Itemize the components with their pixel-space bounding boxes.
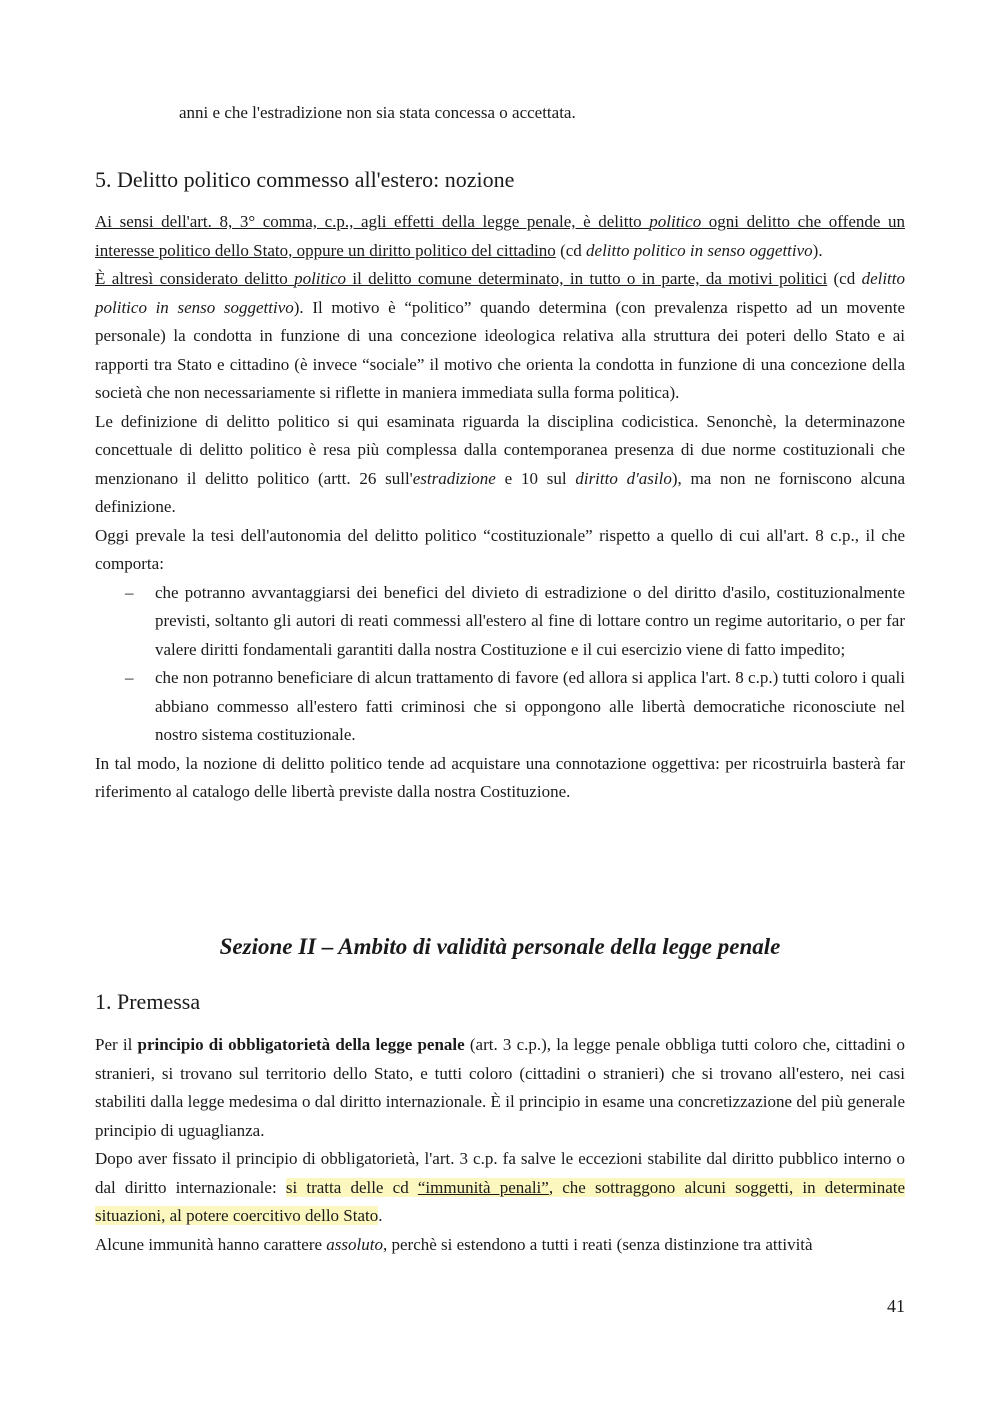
section-5-heading: 5. Delitto politico commesso all'estero: nozione [95, 167, 515, 192]
paragraph-absolute-immunities: Alcune immunità hanno carattere assoluto, perchè si estendono a tutti i reati (senza distinzione tra attività [95, 1234, 813, 1254]
highlighted-text: “immunità penali” [417, 1177, 549, 1197]
paragraph-immunities: Dopo aver fissato il principio di obbligatorietà, l'art. 3 c.p. fa salve le eccezioni stabilite dal diritto pubblico interno o dal diritto internazionale: si tratta delle cd “immunità penali”, che sottraggono alcuni soggetti, in determinate situazioni, al potere coercitivo dello Stato. [95, 1149, 906, 1225]
section-ii-title: Sezione II – Ambito di validità personale della legge penale [219, 934, 781, 959]
paragraph-constitutional-norms: Le definizione di delitto politico si qui esaminata riguarda la disciplina codicistica. Senonchè, la determinazone concettuale di delitto politico è resa più complessa dalla contemporanea presenza di due norme costituzionali che menzionano il delitto politico (artt. 26 sull'estradizione e 10 sul diritto d'asilo), ma non ne forniscono alcuna definizione. [95, 411, 905, 516]
paragraph-autonomy-thesis: Oggi prevale la tesi dell'autonomia del delitto politico “costituzionale” rispetto a quello di cui all'art. 8 c.p., il che comporta: [95, 525, 905, 573]
page-number: 41 [887, 1296, 905, 1316]
premessa-body [95, 1031, 905, 1259]
list-item: – che potranno avvantaggiarsi dei benefici del divieto di estradizione o del diritto d'asilo, costituzionalmente previsti, soltanto gli autori di reati commessi all'estero al fine di lottare contro un regime autoritario, o per far valere diritti fondamentali garantiti dalla nostra Costituzione e il cui esercizio viene di fatto impedito; [95, 579, 905, 665]
highlighted-text: , che sottraggono alcuni soggetti, in determinate situazioni, al potere coercitivo dello Stato [95, 1177, 906, 1225]
consequences-list [95, 579, 905, 750]
paragraph-definition-objective: Ai sensi dell'art. 8, 3° comma, c.p., agli effetti della legge penale, è delitto politico ogni delitto che offende un interesse politico dello Stato, oppure un diritto politico del cittadino (cd delitto politico in senso oggettivo). [95, 212, 906, 260]
dash-bullet: – [125, 668, 134, 687]
list-item: – che non potranno beneficiare di alcun trattamento di favore (ed allora si applica l'art. 8 c.p.) tutti coloro i quali abbiano commesso all'estero fatti criminosi che si oppongono alle libertà democratiche riconosciute nel nostro sistema costituzionale. [95, 664, 905, 750]
section-5-body [95, 208, 905, 807]
continuation-line: anni e che l'estradizione non sia stata concessa o accettata. [179, 103, 576, 122]
dash-bullet: – [125, 582, 134, 602]
premessa-heading: 1. Premessa [95, 989, 201, 1014]
document-page [95, 0, 905, 1415]
paragraph-obligatoriness: Per il principio di obbligatorietà della legge penale (art. 3 c.p.), la legge penale obbliga tutti coloro che, cittadini o stranieri, si trovano sul territorio dello Stato, e tutti coloro (cittadini o stranieri) che si trovano all'estero, nei casi stabiliti dalla legge medesima o dal diritto internazionale. È il principio in esame una concretizzazione del più generale principio di uguaglianza. [95, 1035, 905, 1140]
paragraph-conclusion: In tal modo, la nozione di delitto politico tende ad acquistare una connotazione oggettiva: per ricostruirla basterà far riferimento al catalogo delle libertà previste dalla nostra Costituzione. [95, 753, 905, 801]
highlighted-text: si tratta delle cd [285, 1177, 418, 1197]
paragraph-definition-subjective: È altresì considerato delitto politico il delitto comune determinato, in tutto o in parte, da motivi politici (cd delitto politico in senso soggettivo). Il motivo è “politico” quando determina (con prevalenza rispetto ad un movente personale) la condotta in funzione di una concezione ideologica relativa alla struttura dei poteri dello Stato e ai rapporti tra Stato e cittadino (è invece “sociale” il motivo che orienta la condotta in funzione di una concezione della società che non necessariamente si riflette in maniera immediata sulla forma politica). [95, 269, 906, 402]
